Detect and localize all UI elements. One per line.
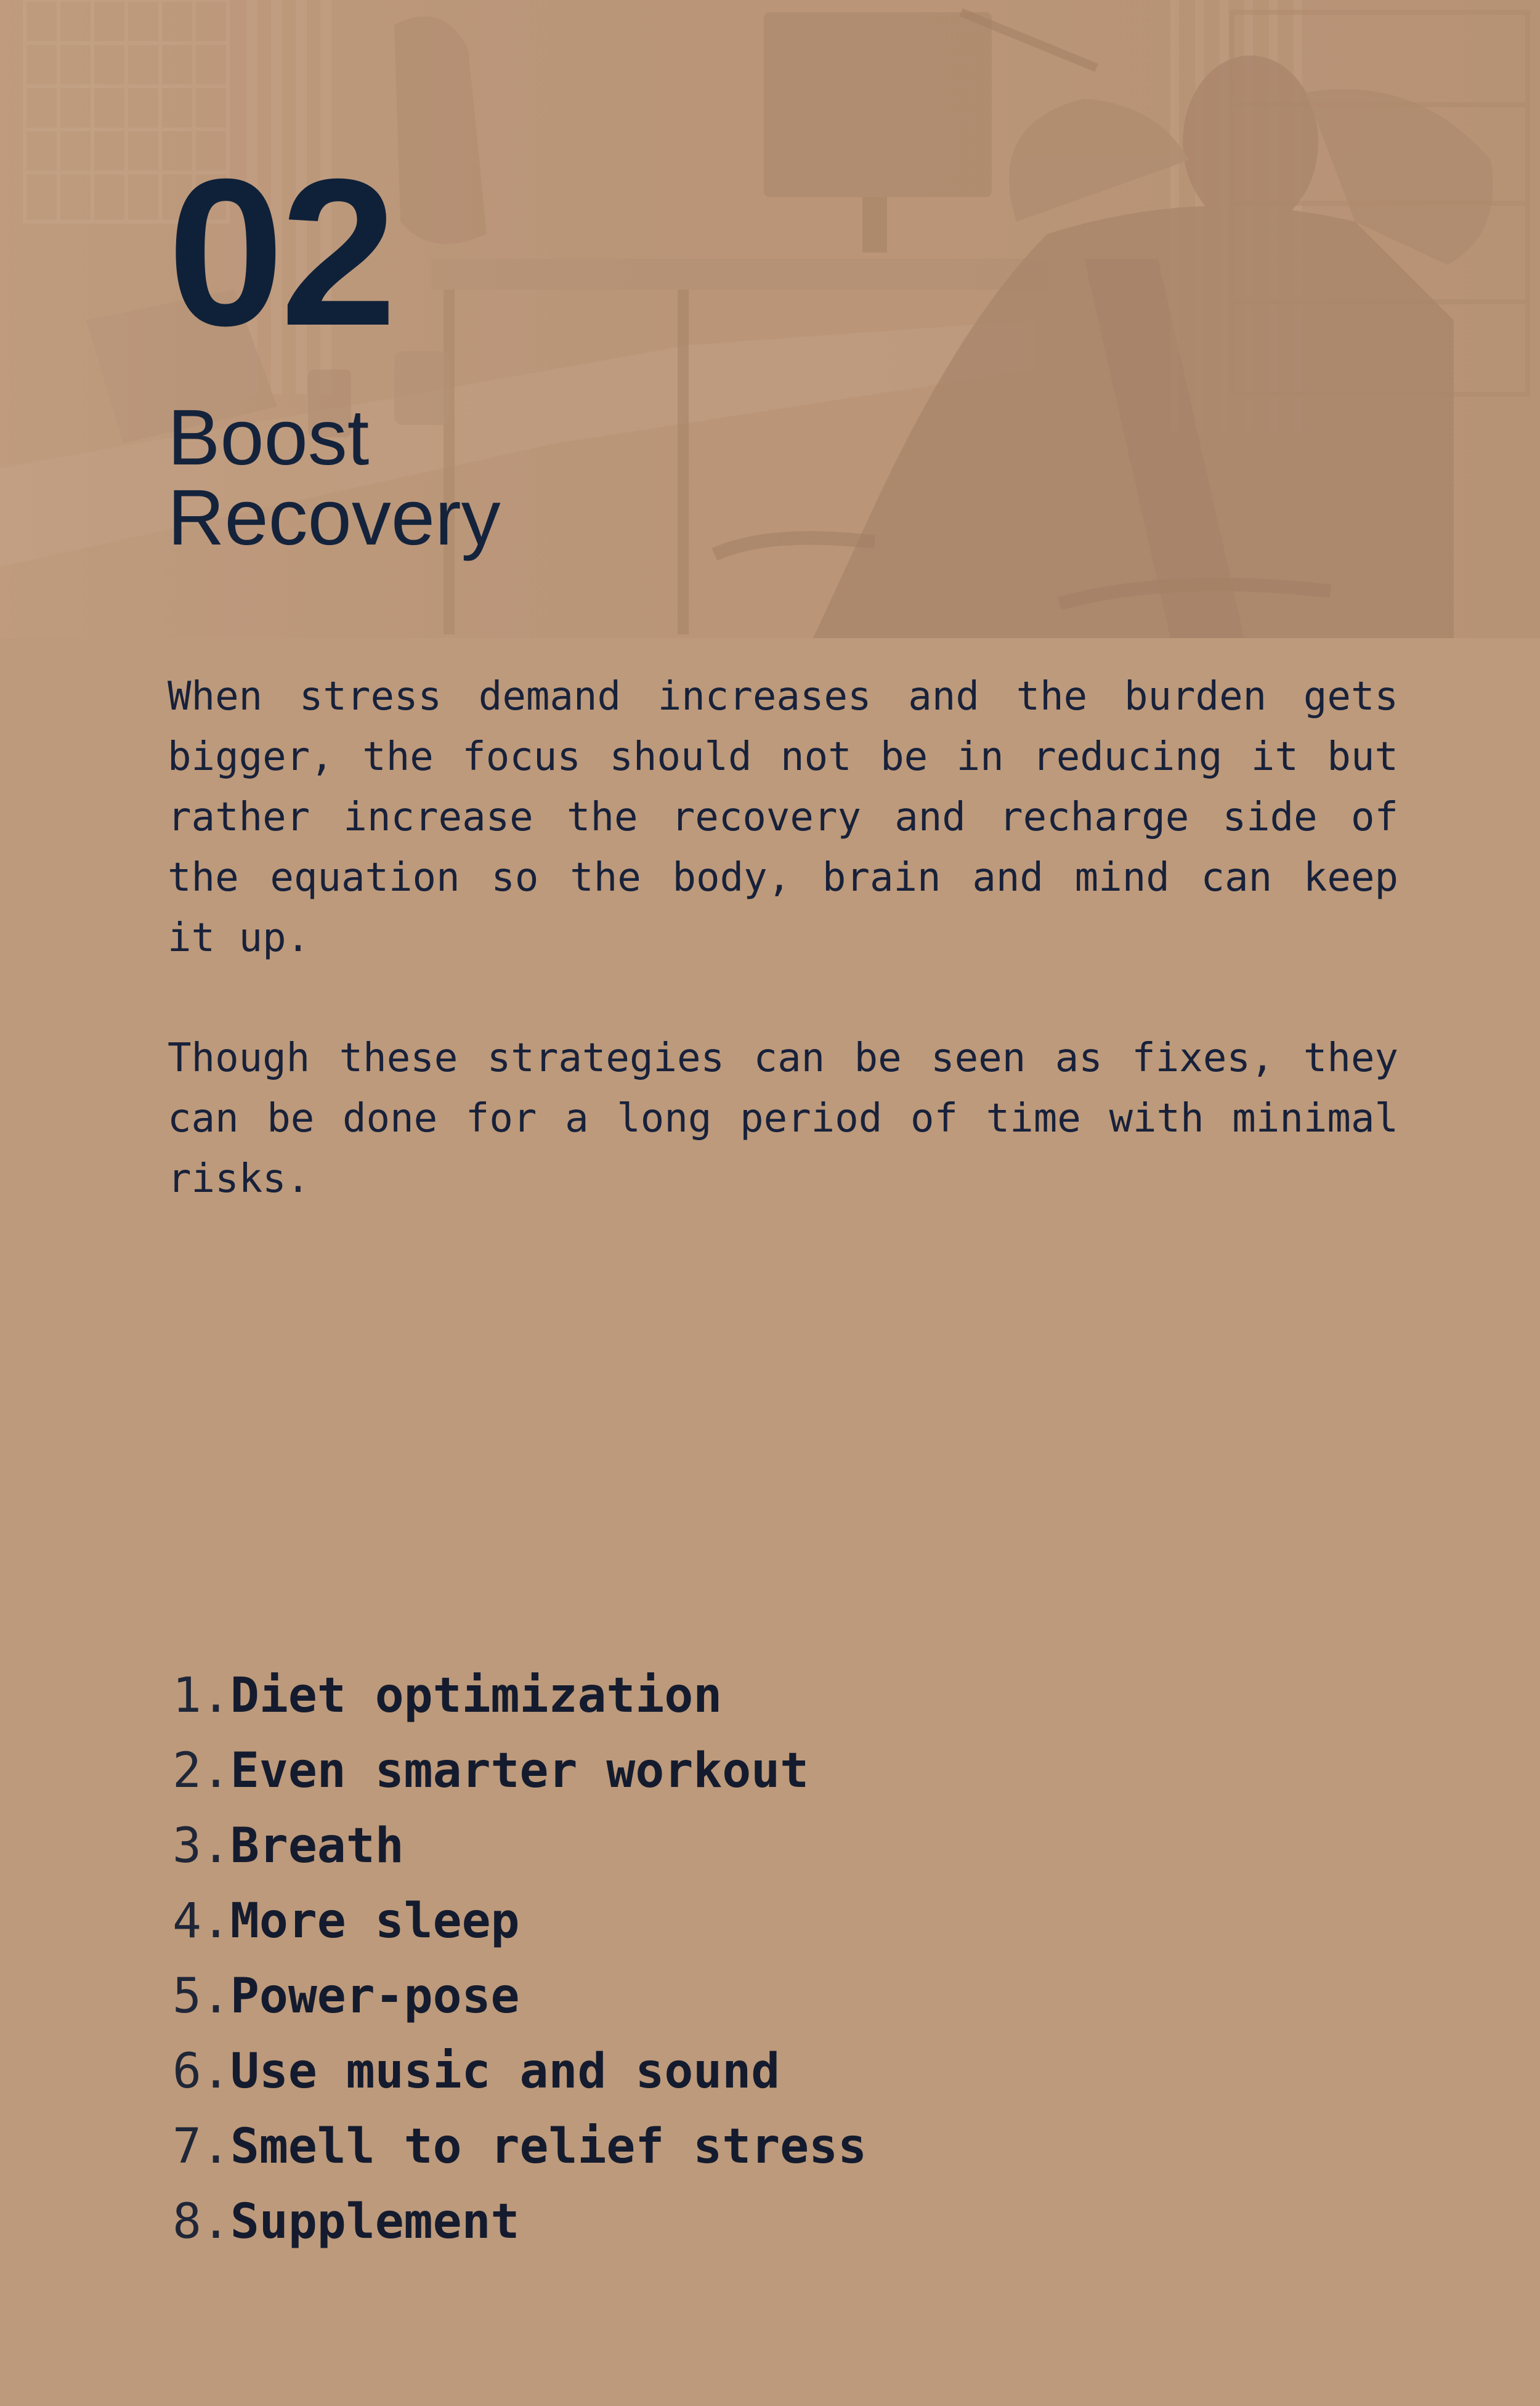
list-item-number: 1. [172,1668,230,1723]
list-item [172,1658,867,1733]
list-item-number: 6. [172,2044,230,2099]
list-item [172,2109,867,2184]
list-item-number: 3. [172,1818,230,1874]
list-item [172,1809,867,1884]
list-item [172,2034,867,2109]
list-item-number: 5. [172,1969,230,2024]
list-item-label: Use music and sound [230,2044,780,2099]
section-title-line-1: Boost [168,394,370,482]
list-item-number: 7. [172,2119,230,2174]
list-item-label: Even smarter workout [230,1743,809,1799]
list-item-label: Breath [230,1818,404,1874]
list-item [172,2184,867,2259]
section-number: 02 [168,136,394,370]
section-title-line-2: Recovery [168,474,501,562]
hero-banner [0,0,1540,638]
strategy-list [172,1658,867,2259]
list-item-number: 8. [172,2194,230,2250]
list-item-number: 4. [172,1894,230,1949]
list-item-label: Smell to relief stress [230,2119,867,2174]
list-item-label: Supplement [230,2194,520,2250]
list-item [172,1959,867,2034]
list-item-label: Diet optimization [230,1668,723,1723]
section-title [168,394,501,562]
list-item-label: Power-pose [230,1969,520,2024]
intro-paragraph-1: When stress demand increases and the burden gets bigger, the focus should not be in reducing it but rather increase the recovery and recharge side of the equation so the body, brain and mind can keep it up. [168,674,1398,961]
intro-text [168,666,1398,1269]
list-item-number: 2. [172,1743,230,1799]
list-item [172,1733,867,1809]
list-item-label: More sleep [230,1894,520,1949]
list-item [172,1884,867,1959]
intro-paragraph-2: Though these strategies can be seen as fixes, they can be done for a long period of time with minimal risks. [168,1035,1398,1202]
hero-heading-group [168,136,501,562]
